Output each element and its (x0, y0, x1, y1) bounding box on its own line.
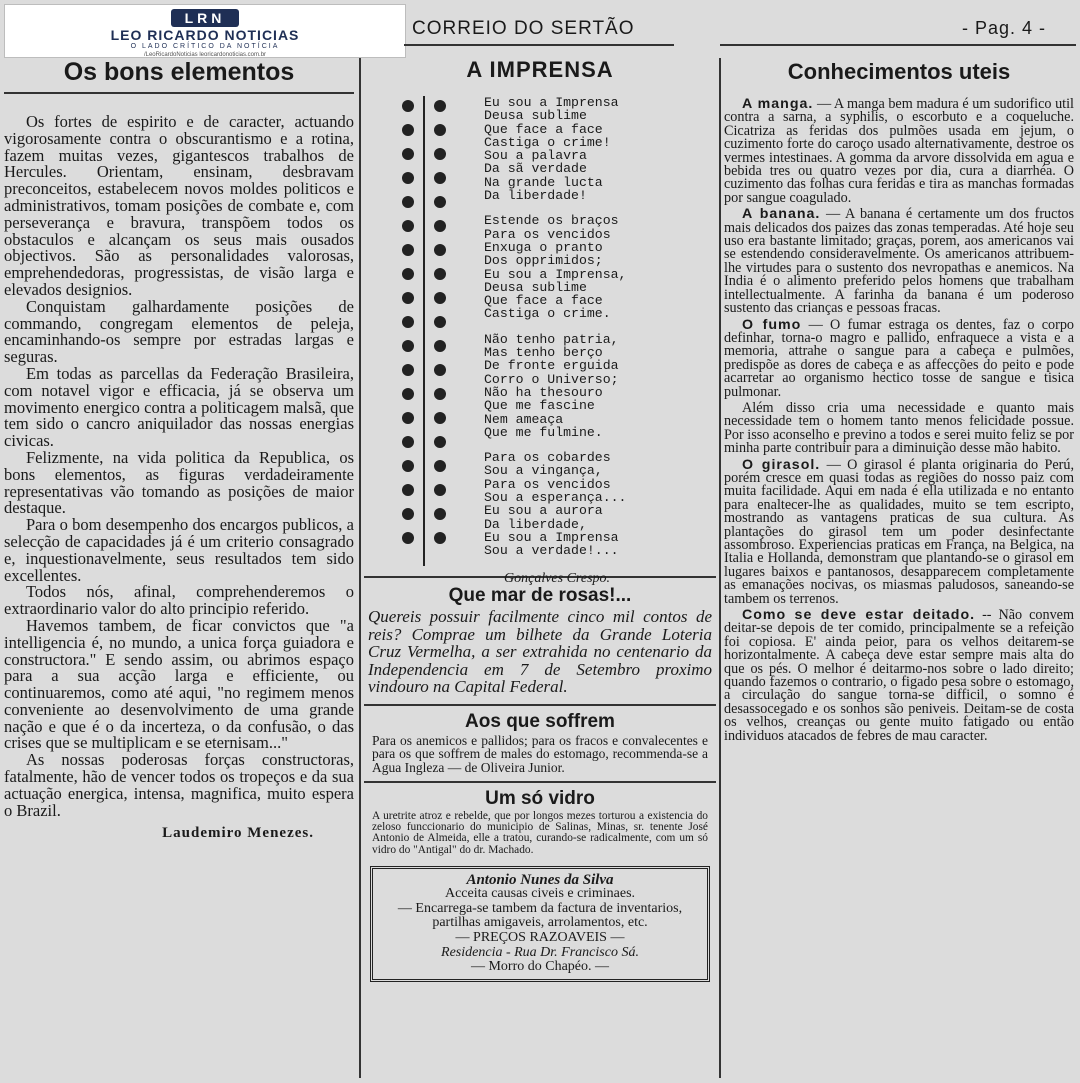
knowledge-paragraph (724, 456, 1074, 607)
poem-stanza (484, 96, 709, 202)
article-paragraph: Havemos tambem, de ficar convictos que "a intelligencia é, no mundo, a unica força guiadora e constructora." E sendo assim, ou abrimos espaço para a sua acção larga e efficiente, ou continuaremos, como até aqui, "no regimem menos conveniente ao desenvolvimento de uma grande nação e que é o da incerteza, o da confusão, o das crises que se multiplicam e se eternisam..." (4, 615, 354, 753)
ad-line: — Encarrega-se tambem da factura de inventarios, partilhas amigaveis, arrolamentos, etc. (397, 900, 683, 931)
poem-line: Não tenho patria, (484, 331, 619, 347)
poem-section (364, 56, 716, 586)
logo-mark: LRN (171, 9, 240, 27)
poem-title: A IMPRENSA (466, 57, 614, 82)
column-article (4, 56, 354, 1076)
poem-line: Sou a esperança... (484, 490, 627, 506)
poem-line: Que me fulmine. (484, 424, 603, 440)
poem-line: De fronte erguida (484, 358, 619, 374)
notice-text: A uretrite atroz e rebelde, que por longos mezes torturou a existencia do zeloso funccionario do municipio de Salinas, Minas, sr. tenente José Antonio de Almeida, elle a tratou, curando-se radicalmente, com um só vidro do "Antigal" do dr. Machado. (372, 809, 708, 856)
poem-line: Estende os braços (484, 213, 619, 229)
knowledge-paragraph (724, 98, 1074, 205)
poem-line: Da sã verdade (484, 161, 587, 177)
vine-ornament-icon (384, 96, 464, 566)
section-title: Conhecimentos uteis (787, 59, 1011, 84)
poem-line: Para os vencidos (484, 476, 611, 492)
article-paragraph: Os fortes de espirito e de caracter, actuando vigorosamente contra o obscurantismo e a rotina, fazem muitas vezes, gigantescos trabalhos de Hercules. Orientam, ensinam, desbravam preconceitos, estabelecem novos moldes politicos e administrativos, tomam posições de combate e, com perseverança e bravura, transpõem todos os obstaculos e alcançam os seus mais ousados objectivos. São as personalidades valorosas, emprehendedoras, progressistas, de visão larga e elevados designios. (4, 112, 354, 299)
notice-title: Aos que soffrem (465, 710, 615, 732)
poem-line: Enxuga o pranto (484, 239, 603, 255)
poem-stanza (484, 451, 709, 557)
poem-line: Que me fascine (484, 398, 595, 414)
poem-line: Da liberdade, (484, 516, 587, 532)
poem-line: Castiga o crime! (484, 134, 611, 150)
poem-line: Que face a face (484, 293, 603, 309)
poem-line: Que face a face (484, 121, 603, 137)
ad-line: — Morro do Chapéo. — (470, 959, 610, 975)
poem-line: Corro o Universo; (484, 371, 619, 387)
poem-line: Não ha thesouro (484, 384, 603, 400)
poem-line: Mas tenho berço (484, 345, 603, 361)
poem-line: Nem ameaça (484, 411, 564, 427)
poem-text (484, 96, 709, 570)
poem-line: Para os vencidos (484, 226, 611, 242)
poem-line: Deusa sublime (484, 279, 587, 295)
useful-knowledge-body (724, 98, 1074, 743)
poem-line: Sou a verdade!... (484, 543, 619, 559)
poem-line: Na grande lucta (484, 174, 603, 190)
article-body (4, 114, 354, 819)
article-paragraph: Para o bom desempenho dos encargos publicos, a selecção de capacidades já é um criterio consagrado e, inquestionavelmente, seus resultados tem sido excellentes. (4, 515, 354, 585)
poem-line: Sou a vingança, (484, 463, 603, 479)
knowledge-paragraph (724, 208, 1074, 315)
logo-name: LEO RICARDO NOTICIAS (110, 27, 300, 43)
article-paragraph: Em todas as parcellas da Federação Brasileira, com notavel vigor e efficacia, já se observa um movimento energico contra a politicagem malsã, que tem sido o cancro aniquilador das nossas energias civicas. (4, 363, 354, 451)
article-signature: Laudemiro Menezes. (162, 825, 314, 842)
article-paragraph: As nossas poderosas forças constructoras, fatalmente, hão de vencer todos os tropeços e da sua actuação energica, intensa, magnifica, muito espera o Brazil. (4, 750, 354, 820)
knowledge-keyword: A manga. (742, 96, 814, 112)
poem-author: Gonçalves Crespo. (504, 571, 611, 586)
knowledge-paragraph (724, 399, 1074, 457)
header-rule-center (404, 44, 674, 46)
column-divider-1 (359, 58, 361, 1078)
knowledge-keyword: O fumo (742, 316, 802, 333)
logo-social: /LeoRicardoNoticias leoricardonoticias.com.br (143, 52, 267, 58)
knowledge-text: — A manga bem madura é um sudorifico util contra a sarna, a syphilis, o escorbuto e a coqueluche. Cicatriza as feridas dos pulmões usada em jejum, o cuzimento forte do caroço usado alternativamente, destroe os vermes intestinaes. A gomma da arvore dissolvida em agua e bebida tres ou quatro vezes por dia, cura a diarrhéa. O cuzimento das folhas cura feridas e tira as manchas formadas por sangue coagulado. (724, 96, 1074, 206)
logo-tagline: O LADO CRÍTICO DA NOTÍCIA (130, 43, 280, 50)
knowledge-text: — O fumar estraga os dentes, faz o corpo definhar, torna-o magro e pallido, enfraquece a vista e a memoria, attrahe o sangue para a cabeça e pulmões, predispõe as dores de cabeça e as affecções do peito e pode acarretar ao organismo hectico tosse de sangue e tisica pulmonar. (724, 316, 1074, 400)
poem-line: Sou a palavra (484, 148, 587, 164)
ad-line: Residencia - Rua Dr. Francisco Sá. (441, 944, 639, 960)
page-number: - Pag. 4 - (962, 18, 1047, 38)
knowledge-text: -- Não convem deitar-se depois de ter comido, principalmente se a refeição foi copiosa. E' ainda peior, para os velhos deitarem-se horizontalmente. A cabeça deve estar sempre mais alta do que os pés. O melhor é deitarmo-nos sobre o lado direito; quando fazemos o contrario, o figado pesa sobre o estomago, a circulação do sangue torna-se difficil, o somno é desassocegado e os sonhos são peniveis. Deitam-se de costa os velhos, creanças ou gente muito fatigado ou então individuos atacados de febres de mau caracter. (724, 607, 1074, 744)
ad-line: — PREÇOS RAZOAVEIS — (455, 930, 625, 946)
header-rule-right (720, 44, 1076, 46)
poem-line: Eu sou a aurora (484, 503, 603, 519)
article-paragraph: Todos nós, afinal, comprehenderemos o extraordinario valor do alto principio referido. (4, 582, 354, 619)
article-title: Os bons elementos (4, 56, 354, 94)
ad-line: Acceita causas civeis e criminaes. (444, 886, 636, 902)
notice-text: Para os anemicos e pallidos; para os fracos e convalecentes e para os que soffrem de males do estomago, recommenda-se a Agua Ingleza — de Oliveira Junior. (364, 734, 716, 783)
knowledge-paragraph (724, 609, 1074, 743)
watermark-logo (4, 4, 406, 58)
article-paragraph: Felizmente, na vida politica da Republica, os bons elementos, as figuras verdadeiramente representativas vão tomando as posições de maior destaque. (4, 447, 354, 518)
paper-name: CORREIO DO SERTÃO (412, 18, 635, 39)
knowledge-paragraph (724, 316, 1074, 400)
poem-line: Da liberdade! (484, 188, 587, 204)
poem-line: Deusa sublime (484, 108, 587, 124)
poem-line: Eu sou a Imprensa (484, 95, 619, 110)
knowledge-keyword: Como se deve estar deitado. (742, 607, 976, 624)
poem-stanza (484, 214, 709, 320)
poem-line: Eu sou a Imprensa (484, 529, 619, 545)
poem-line: Eu sou a Imprensa, (484, 266, 627, 282)
column-divider-2 (719, 58, 721, 1078)
knowledge-text: — O girasol é planta originaria do Perú, porém cresce em quasi todas as regiões do nosso paiz com muita facilidade. Aqui em nada é ella utilizada e no entanto para enaltecer-lhe as qualidades, muito se tem escripto, mostrando as vantagens praticas de sua cultura. As plantações do girasol tem um poder desinfectante assombroso. Experiencias praticas em França, na Belgica, na Italia e Hollanda, demonstram que plantando-se o girasol em lugares baixos e pantanosos, desapparecem completamente as emanações nocivas, os miasmas paludosos, saneando-se tambem os terrenos. (724, 456, 1074, 607)
knowledge-keyword: O girasol. (742, 456, 821, 473)
poem-line: Para os cobardes (484, 450, 611, 466)
notice-text: Quereis possuir facilmente cinco mil contos de reis? Comprae um bilhete da Grande Loteria Cruz Vermelha, a ser extrahida no centenario da Independencia em 7 de Setembro proximo vindouro na Capital Federal. (364, 608, 716, 706)
poem-line: Dos opprimidos; (484, 253, 603, 269)
knowledge-text: Além disso cria uma necessidade e quanto mais necessidade tem o homem tanto menos felicidade possue. Por isso aconselho e previno a todos e serei muito feliz se por minha parte contribuir para a diminuição desse mão habito. (724, 399, 1074, 457)
ad-name: Antonio Nunes da Silva (466, 871, 614, 888)
notice-title: Um só vidro (485, 787, 595, 809)
column-useful-knowledge (724, 56, 1074, 1076)
column-center (364, 56, 716, 1076)
poem-stanza (484, 333, 709, 439)
poem-line: Castiga o crime. (484, 306, 611, 322)
lawyer-ad (370, 866, 710, 982)
article-paragraph: Conquistam galhardamente posições de commando, congregam elementos de peleja, encaminhando-os sempre por estradas largas e seguras. (4, 296, 354, 367)
notice-title: Que mar de rosas!... (448, 585, 632, 606)
knowledge-text: — A banana é certamente um dos fructos mais delicados dos paizes das zonas temperadas. Até hoje seu uso era bastante limitado; graças, porem, aos americanos vai se estendendo consideravelmente. Os americanos attribuem-lhe virtudes para o sustento dos nevropathas e anemicos. Na India é o alimento preferido pelos homens que trabalham intellectualmente. A farinha da banana é um poderoso sustento das crianças e pessoas fracas. (724, 206, 1074, 317)
knowledge-keyword: A banana. (742, 206, 821, 223)
